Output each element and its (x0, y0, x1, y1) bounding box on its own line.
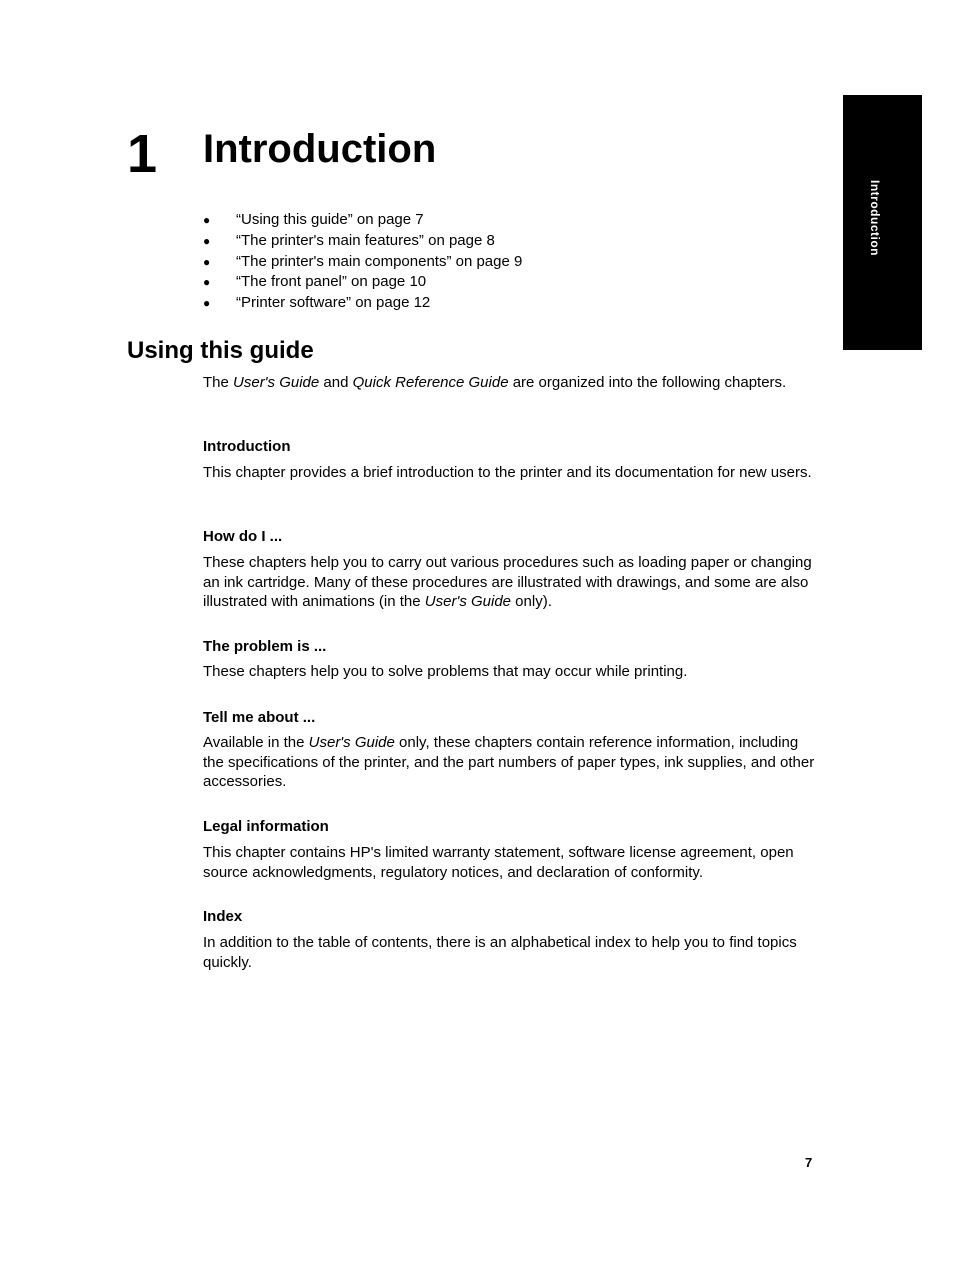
intro-text: The (203, 374, 234, 391)
subsection-heading: Legal information (203, 818, 329, 835)
toc-item[interactable] (203, 231, 522, 252)
section-heading: Using this guide (127, 337, 314, 364)
bullet-icon: ● (203, 275, 211, 290)
chapter-number: 1 (127, 124, 158, 184)
chapter-side-tab-label: Introduction (868, 180, 882, 256)
subsection-body (203, 553, 818, 612)
body-text: Available in the (203, 734, 309, 751)
body-emphasis: User's Guide (308, 734, 395, 751)
chapter-side-tab (843, 95, 922, 350)
intro-emphasis: Quick Reference Guide (352, 374, 509, 391)
subsection-heading: Tell me about ... (203, 709, 316, 726)
bullet-icon: ● (203, 213, 211, 227)
subsection-heading: Introduction (203, 438, 291, 455)
toc-item[interactable] (203, 210, 522, 231)
bullet-icon: ● (203, 233, 211, 248)
page-number: 7 (805, 1155, 813, 1170)
subsection-body: These chapters help you to solve problems that may occur while printing. (203, 663, 688, 680)
section-intro (203, 373, 818, 393)
intro-text: are organized into the following chapters. (508, 374, 787, 391)
toc-item[interactable] (203, 272, 522, 293)
bullet-icon: ● (203, 296, 211, 311)
chapter-toc (203, 210, 522, 314)
subsection-heading: Index (203, 908, 243, 925)
intro-emphasis: User's Guide (233, 374, 320, 391)
subsection-body: This chapter contains HP's limited warranty statement, software license agreement, open source acknowledgments, regulatory notices, and declaration of conformity. (203, 844, 794, 881)
toc-item-text: “Printer software” on page 12 (236, 294, 431, 312)
subsection-body: This chapter provides a brief introduction to the printer and its documentation for new users. (203, 464, 812, 481)
subsection-heading: How do I ... (203, 528, 283, 545)
toc-item[interactable] (203, 252, 522, 273)
subsection-body: In addition to the table of contents, there is an alphabetical index to help you to find topics quickly. (203, 934, 797, 971)
body-emphasis: User's Guide (424, 593, 512, 610)
subsection-heading: The problem is ... (203, 638, 327, 655)
chapter-title: Introduction (203, 127, 437, 171)
toc-item-text: “The printer's main components” on page 9 (236, 252, 523, 270)
body-text: only). (511, 593, 552, 610)
intro-text: and (319, 374, 353, 391)
body-text: These chapters help you to carry out various procedures such as loading paper or changing an ink cartridge. Many of these procedures are illustrated with drawings, and some are also illustrated with animations (in the (203, 554, 812, 610)
toc-item-text: “The front panel” on page 10 (236, 273, 427, 291)
bullet-icon: ● (203, 254, 211, 269)
subsection-body (203, 733, 818, 792)
toc-item[interactable] (203, 293, 522, 314)
toc-item-text: “The printer's main features” on page 8 (236, 231, 495, 249)
toc-item-text: “Using this guide” on page 7 (236, 211, 424, 228)
body-text: only, these chapters contain reference information, including the specifications of the printer, and the part numbers of paper types, ink supplies, and other accessories. (203, 734, 815, 790)
